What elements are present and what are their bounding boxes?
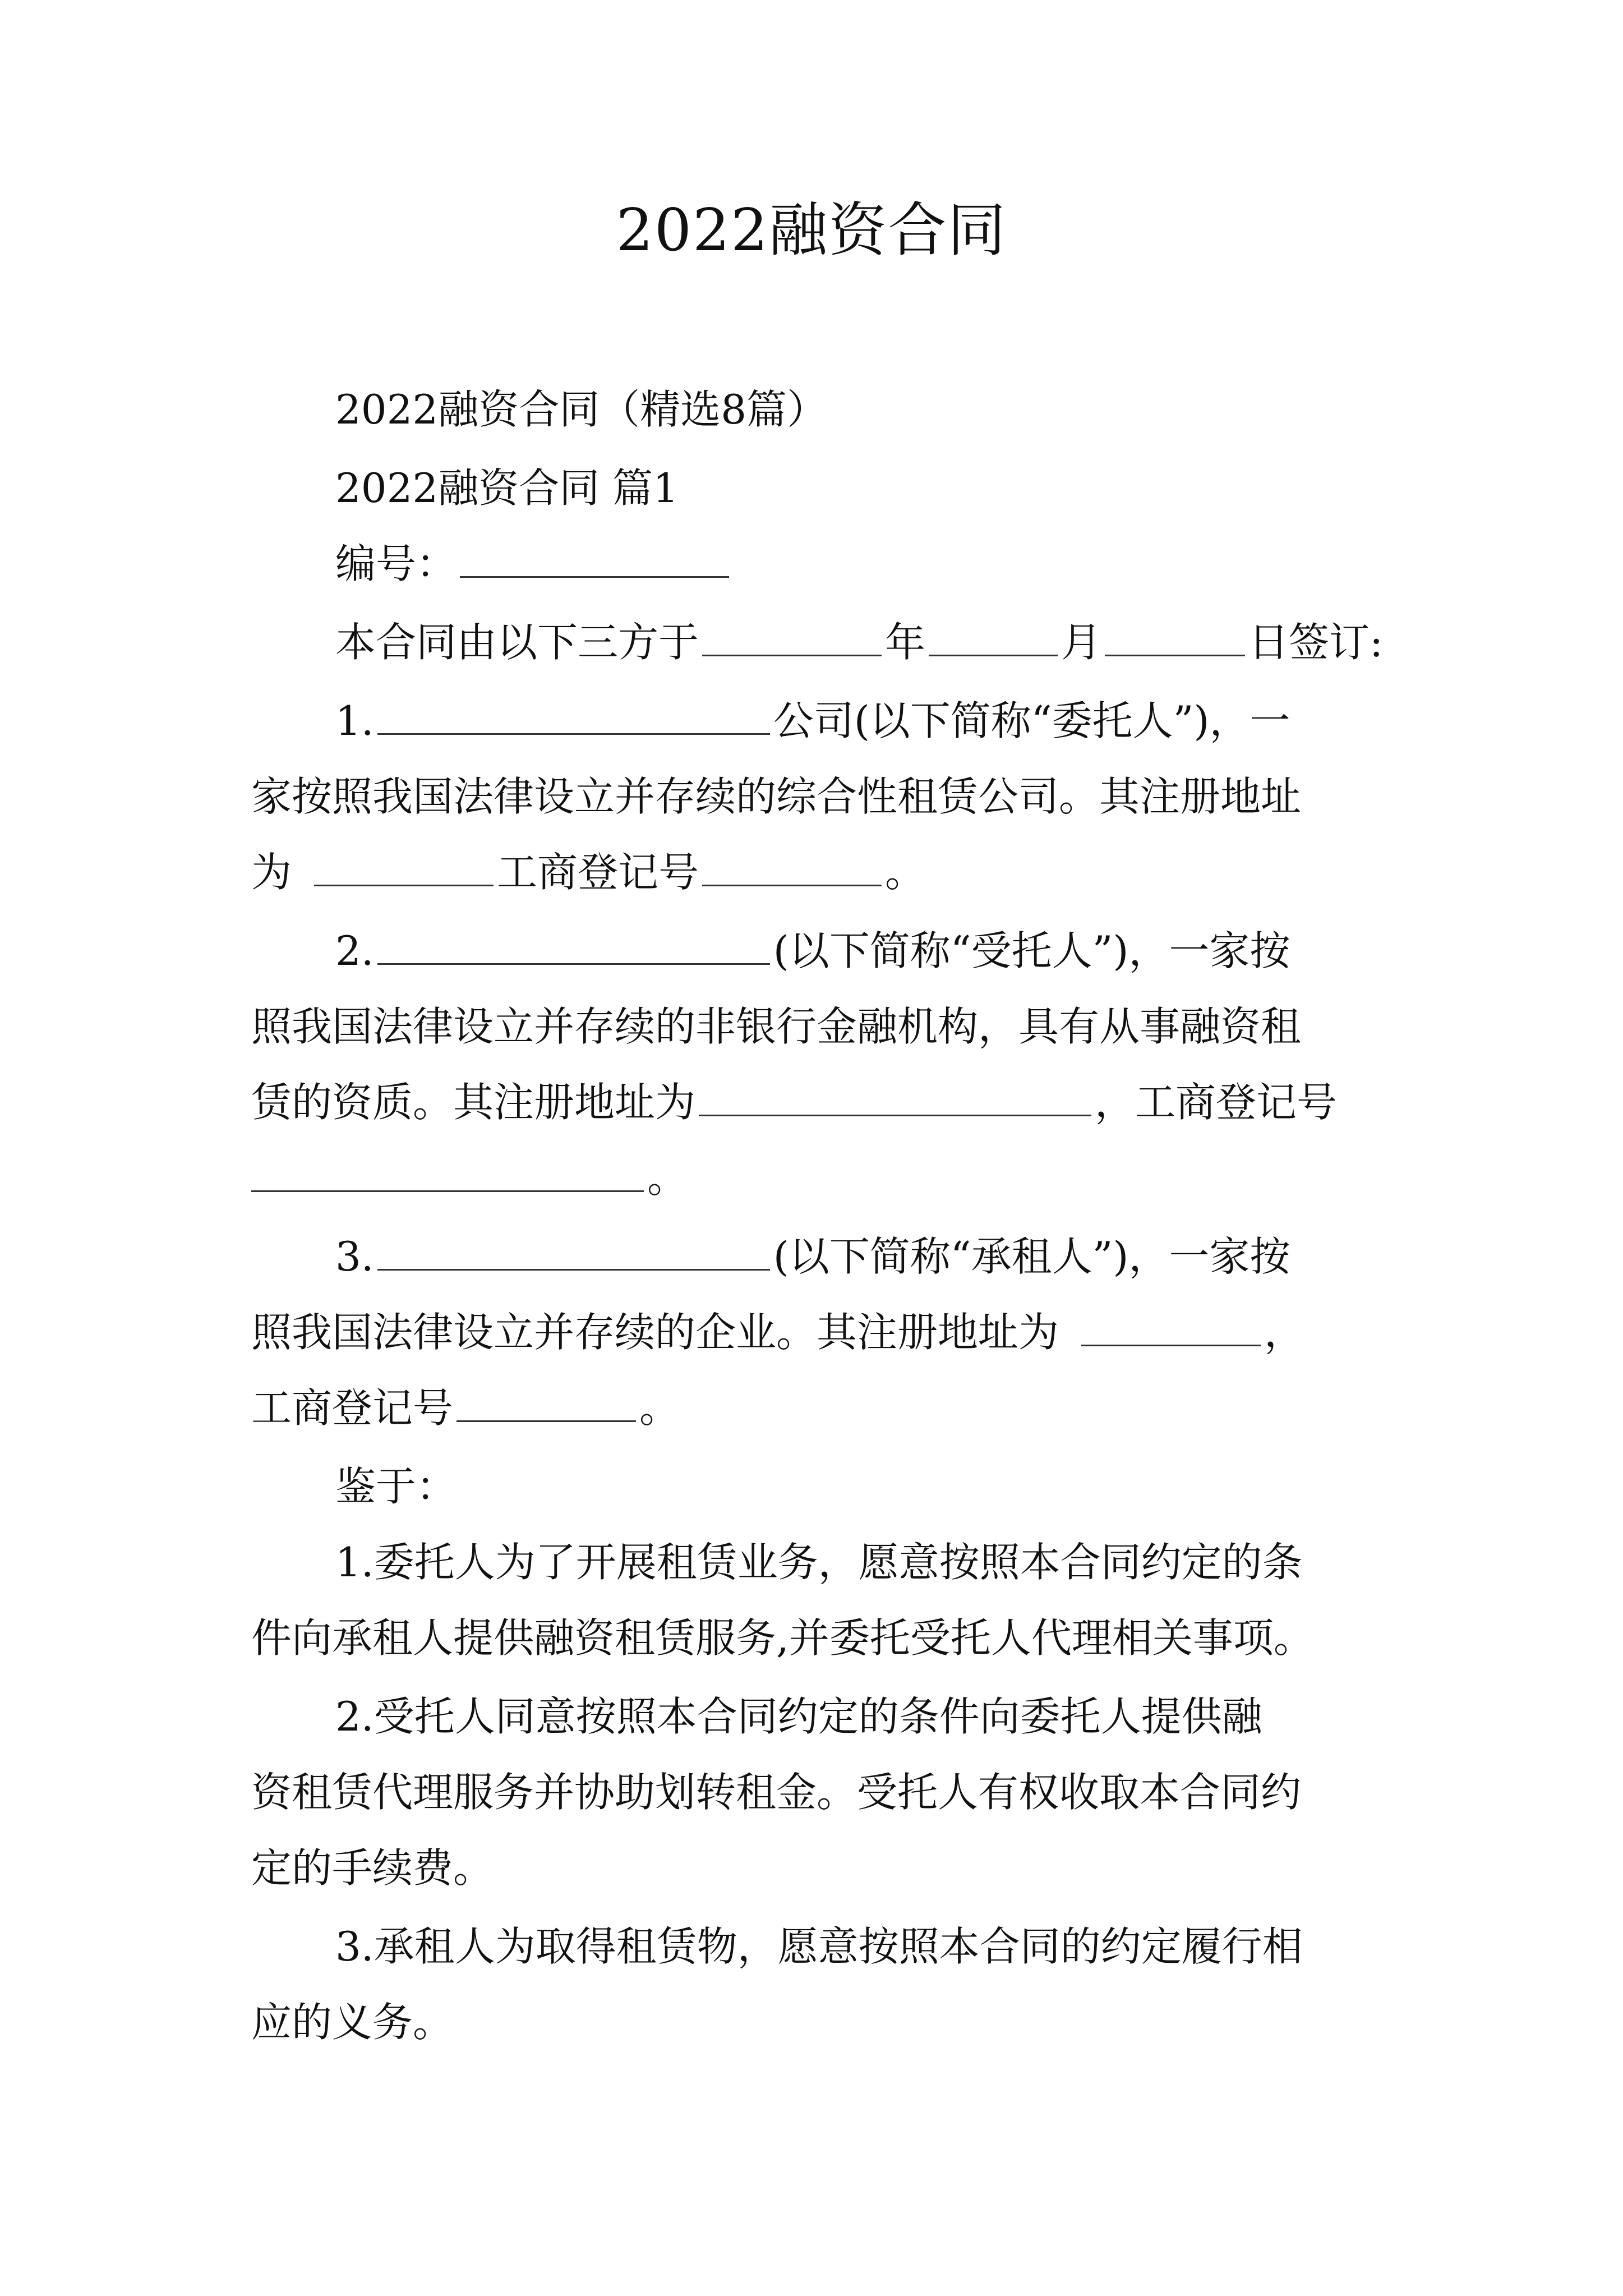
party1-line2: 家按照我国法律设立并存续的综合性租赁公司。其注册地址 xyxy=(251,773,1302,820)
party1-line3 xyxy=(251,844,1390,900)
section-heading: 2022融资合同 篇1 xyxy=(335,464,679,512)
party3-address-blank xyxy=(1081,1310,1261,1346)
whereas3-line1: 3.承租人为取得租赁物，愿意按照本合同的约定履行相 xyxy=(335,1923,1303,1970)
party1-number: 1. xyxy=(335,697,374,744)
whereas-label: 鉴于： xyxy=(335,1463,457,1510)
whereas2-line1: 2.受托人同意按照本合同约定的条件向委托人提供融 xyxy=(335,1693,1262,1740)
party3-line2 xyxy=(251,1304,1390,1360)
party2-line1 xyxy=(251,923,1474,979)
party2-line3-b: ，工商登记号 xyxy=(1095,1079,1338,1126)
party3-number: 3. xyxy=(335,1233,374,1280)
whereas1-line1: 1.委托人为了开展租赁业务，愿意按照本合同约定的条 xyxy=(335,1539,1303,1586)
year-label: 年 xyxy=(885,619,926,666)
document-title: 2022融资合同 xyxy=(616,196,1007,264)
whereas3-line2: 应的义务。 xyxy=(251,1999,454,2046)
month-blank xyxy=(929,620,1058,656)
whereas2-line3: 定的手续费。 xyxy=(251,1844,494,1892)
whereas2-line2: 资租赁代理服务并协助划转租金。受托人有权收取本合同约 xyxy=(251,1769,1302,1816)
party1-name-blank xyxy=(377,698,770,735)
day-blank xyxy=(1105,620,1245,656)
party3-line3-b: 。 xyxy=(639,1384,680,1432)
contract-number-row xyxy=(251,536,1474,592)
party2-name-blank xyxy=(377,928,770,965)
party3-registration-blank xyxy=(457,1386,636,1422)
party2-line2: 照我国法律设立并存续的非银行金融机构，具有从事融资租 xyxy=(251,1003,1302,1050)
party1-registration-blank xyxy=(702,850,882,886)
party1-line1-text: 公司(以下简称“委托人”)，一 xyxy=(773,697,1290,744)
party1-line3-c: 。 xyxy=(885,849,926,896)
party3-name-blank xyxy=(377,1234,770,1271)
party3-line1-text: (以下简称“承租人”)，一家按 xyxy=(773,1233,1290,1280)
party2-line1-text: (以下简称“受托人”)，一家按 xyxy=(773,927,1290,974)
party2-line4 xyxy=(251,1150,1390,1206)
party3-line3-a: 工商登记号 xyxy=(251,1384,454,1432)
month-label: 月 xyxy=(1061,619,1102,666)
party2-line4-end: 。 xyxy=(647,1154,688,1202)
party3-line2-a: 照我国法律设立并存续的企业。其注册地址为 xyxy=(251,1309,1059,1356)
number-blank xyxy=(460,541,729,578)
party1-line1 xyxy=(251,693,1474,749)
party2-number: 2. xyxy=(335,927,374,974)
day-signed-label: 日签订: xyxy=(1248,619,1384,666)
party2-line3 xyxy=(251,1074,1390,1130)
party2-address-blank xyxy=(699,1080,1091,1116)
party3-line1 xyxy=(251,1228,1474,1285)
signing-row xyxy=(251,614,1474,670)
party1-line3-a: 为 xyxy=(251,849,292,896)
party1-address-blank xyxy=(314,850,494,886)
number-label: 编号： xyxy=(335,540,457,587)
party3-line3 xyxy=(251,1380,1390,1436)
whereas1-line2: 件向承租人提供融资租赁服务,并委托受托人代理相关事项。 xyxy=(251,1614,1314,1662)
year-blank xyxy=(702,620,882,656)
party2-registration-blank xyxy=(251,1156,644,1192)
heading-line: 2022融资合同（精选8篇） xyxy=(335,386,828,433)
party3-line2-b: ， xyxy=(1264,1309,1305,1356)
party2-line3-a: 赁的资质。其注册地址为 xyxy=(251,1079,696,1126)
signing-lead: 本合同由以下三方于 xyxy=(335,619,699,666)
party1-line3-b: 工商登记号 xyxy=(497,849,699,896)
